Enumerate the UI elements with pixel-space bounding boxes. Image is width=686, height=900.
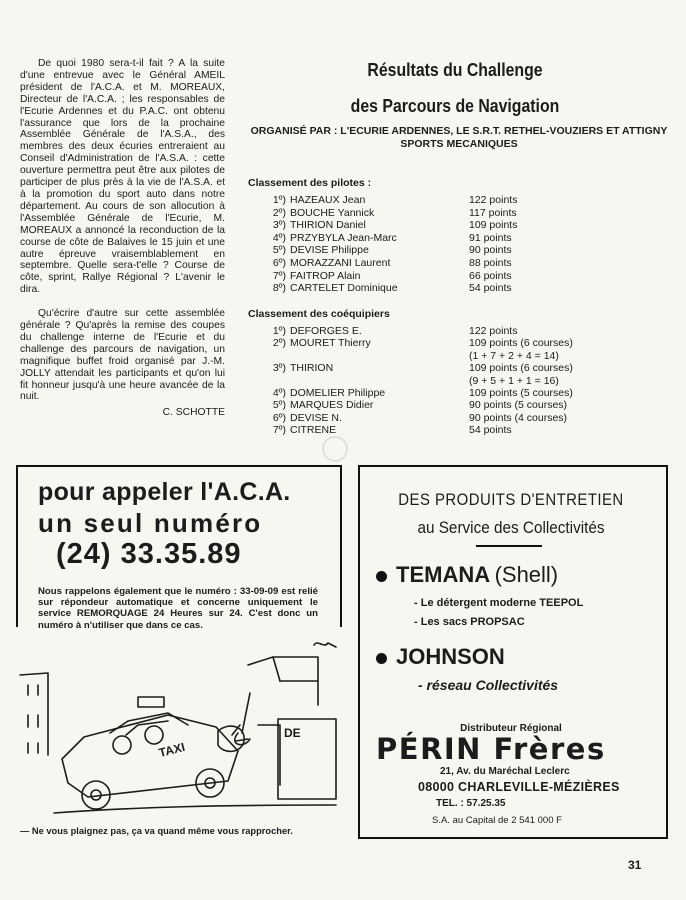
points-value: 66 points (469, 269, 512, 282)
ranking-row (248, 270, 648, 282)
page-number: 31 (628, 858, 642, 872)
points-value: 109 points (5 courses) (469, 387, 573, 399)
points-value: 90 points (4 courses) (469, 411, 568, 424)
aca-ad-subheadline: un seul numéro (38, 508, 263, 538)
points-value: 109 points (6 courses) (469, 337, 573, 350)
competitor-name: MOURET Thierry (290, 337, 371, 350)
competitor-name: THIRION Daniel (290, 219, 366, 232)
watermark-stamp (320, 434, 350, 464)
aca-ad-note: Nous rappelons également que le numéro : 33-09-09 est relié sur répondeur automatique et concerne uniquement le service REMORQUAGE 24 Heures sur 24. C'est donc un numéro à n'utiliser que dans ce cas. (38, 586, 318, 631)
taxi-label: TAXI (157, 739, 187, 760)
rank-number: 1º) (272, 194, 286, 206)
competitor-name: THIRION (290, 362, 334, 375)
rank-number: 4º) (272, 387, 286, 399)
ranking-row (248, 375, 648, 387)
competitor-name: PRZYBYLA Jean-Marc (290, 231, 397, 244)
temana-item: - Le détergent moderne TEEPOL (414, 597, 584, 609)
points-value: 90 points (5 courses) (469, 399, 568, 412)
produits-subheading: au Service des Collectivités (417, 518, 605, 537)
rank-number: 2º) (272, 206, 286, 219)
article-paragraph: De quoi 1980 sera-t-il fait ? A la suite d'une entrevue avec le Général AMEIL président de l'A.C.A. et M. MOREAUX, Directeur de l'A.C.A. ; les responsables de l'Ecurie Ardennes et du P.A.C. ont obtenu l'assurance que lors de la prochaine Assemblée Générale de l'A.S.A., des membres des deux écuries entreraient au Conseil d'Administration de l'A.S.A. : cette ouverture permettra peut être aux pilotes de participer de plus près à la vie de l'A.S.A. et à la promotion du sport auto dans notre département. Au cours de son allocution à l'Assemblée Générale de l'Ecurie, M. MOREAUX a annoncé la reconduction de la course de côte de Balaives le 15 juin et une autre épreuve vraisemblablement en septembre. Quelle sera-t'elle ? Course de côte, sprint, Rallye Régional ? L'avenir le dira. (20, 58, 225, 296)
article-column (20, 58, 225, 419)
competitor-name: DEVISE N. (290, 411, 342, 424)
ranking-row (248, 282, 648, 294)
points-value: (1 + 7 + 2 + 4 = 14) (469, 349, 559, 362)
rank-number: 3º) (272, 362, 286, 375)
competitor-name: CARTELET Dominique (290, 282, 398, 295)
aca-phone-number: (24) 33.35.89 (56, 538, 242, 570)
pilotes-heading: Classement des pilotes : (248, 177, 372, 189)
points-value: 54 points (469, 424, 512, 437)
rank-number: 8º) (272, 282, 286, 295)
bullet-icon (376, 571, 387, 582)
article-paragraph: Qu'écrire d'autre sur cette assemblée générale ? Qu'après la remise des coupes du challenge interne de l'Ecurie et du challenge des parcours de navigation, un magnifique buffet froid organisé par J.-M. JOLLY attendait les participants et qu'on lui fit honneur jusqu'à une heure avancée de la nuit. (20, 308, 225, 403)
rank-number: 2º) (272, 337, 286, 350)
ranking-row (248, 387, 648, 399)
points-value: 91 points (469, 231, 512, 244)
results-organiser: ORGANISÉ PAR : L'ECURIE ARDENNES, LE S.R.T. RETHEL-VOUZIERS ET ATTIGNY SPORTS MECANIQUES (250, 125, 668, 150)
results-subtitle: des Parcours de Navigation (350, 96, 560, 116)
rank-number: 3º) (272, 219, 286, 232)
points-value: 88 points (469, 257, 512, 269)
points-value: 117 points (469, 206, 517, 219)
brand-temana-name: TEMANA (396, 562, 491, 587)
article-signature: C. SCHOTTE (162, 407, 225, 419)
rank-number: 5º) (272, 399, 286, 412)
produits-heading: DES PRODUITS D'ENTRETIEN (398, 490, 624, 509)
brand-johnson: JOHNSON (396, 644, 505, 669)
ranking-row (248, 350, 648, 362)
ranking-row (248, 412, 648, 424)
ranking-row (248, 424, 648, 436)
ranking-row (248, 194, 648, 206)
points-value: 109 points (469, 219, 518, 232)
ranking-row (248, 337, 648, 349)
bullet-icon (376, 653, 387, 664)
ranking-row (248, 219, 648, 231)
competitor-name: DEVISE Philippe (290, 244, 369, 257)
rank-number: 6º) (272, 257, 286, 269)
competitor-name: DEFORGES E. (290, 325, 362, 337)
rank-number: 4º) (272, 231, 286, 244)
rank-number: 7º) (272, 424, 286, 437)
competitor-name: DOMELIER Philippe (290, 387, 386, 399)
cartoon-caption: — Ne vous plaignez pas, ça va quand même vous rapprocher. (20, 826, 293, 836)
competitor-name: CITRENE (290, 424, 337, 437)
competitor-name: MARQUES Didier (290, 399, 374, 412)
competitor-name: HAZEAUX Jean (290, 194, 366, 206)
points-value: 109 points (6 courses) (469, 362, 573, 375)
johnson-item: - réseau Collectivités (418, 677, 559, 693)
points-value: (9 + 5 + 1 + 1 = 16) (469, 374, 559, 387)
aca-ad-headline: pour appeler l'A.C.A. (38, 478, 291, 506)
company-phone: TEL. : 57.25.35 (436, 798, 506, 809)
ranking-row (248, 257, 648, 269)
competitor-name: BOUCHE Yannick (290, 206, 375, 219)
tow-truck-label: DE (284, 726, 301, 740)
company-city: 08000 CHARLEVILLE-MÉZIÈRES (418, 780, 620, 794)
coequipiers-heading: Classement des coéquipiers (248, 308, 390, 320)
ranking-row (248, 232, 648, 244)
competitor-name: MORAZZANI Laurent (290, 257, 391, 269)
points-value: 122 points (469, 325, 518, 337)
rank-number: 5º) (272, 244, 286, 257)
ranking-row (248, 399, 648, 411)
points-value: 122 points (469, 194, 518, 206)
rank-number: 1º) (272, 325, 286, 337)
temana-item: - Les sacs PROPSAC (414, 616, 525, 628)
distributeur-label: Distributeur Régional (460, 723, 562, 734)
tow-truck-cartoon (18, 635, 338, 825)
brand-temana-sub: (Shell) (494, 562, 559, 587)
results-title: Résultats du Challenge (367, 60, 543, 80)
rank-number: 6º) (272, 411, 286, 424)
ranking-row (248, 362, 648, 374)
brand-temana (396, 562, 558, 588)
rank-number: 7º) (272, 269, 286, 282)
ranking-row (248, 207, 648, 219)
ranking-row (248, 325, 648, 337)
heading-divider (476, 545, 542, 547)
competitor-name: FAITROP Alain (290, 269, 361, 282)
points-value: 90 points (469, 244, 512, 257)
company-address: 21, Av. du Maréchal Leclerc (440, 766, 570, 777)
company-name: PÉRIN Frères (376, 732, 606, 766)
company-capital: S.A. au Capital de 2 541 000 F (432, 815, 562, 826)
points-value: 54 points (469, 282, 512, 295)
ranking-row (248, 244, 648, 256)
